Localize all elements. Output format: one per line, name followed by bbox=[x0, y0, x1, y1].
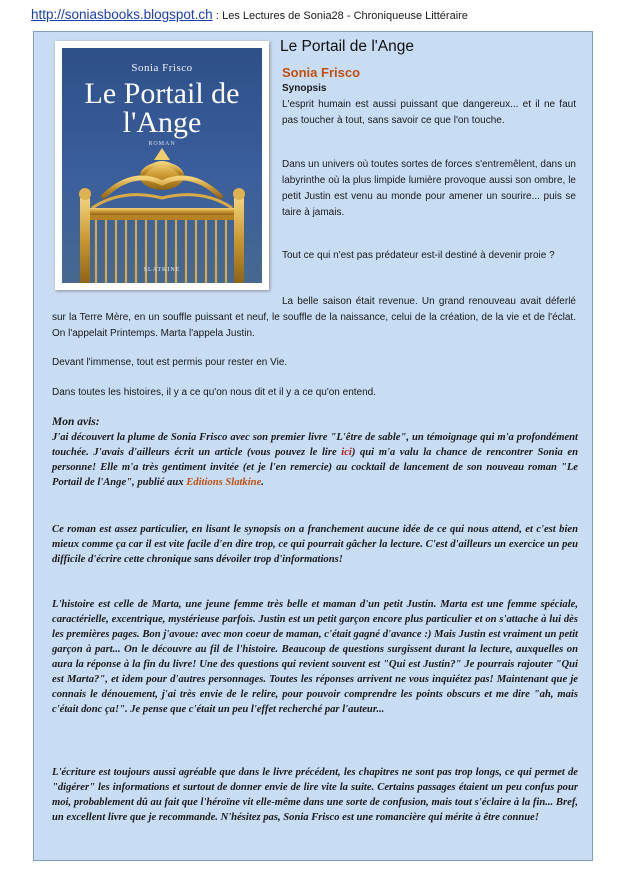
cover-author: Sonia Frisco bbox=[131, 62, 193, 74]
synopsis-paragraph-5: Devant l'immense, tout est permis pour rester en Vie. bbox=[52, 357, 288, 368]
cover-publisher: SLATKINE bbox=[143, 267, 181, 273]
cover-genre: ROMAN bbox=[148, 141, 176, 147]
review-paragraph-2: Ce roman est assez particulier, en lisant le synopsis on a franchement aucune idée de ce qui nous attend, et c'est bien mieux comme ça car il est vite facile d'en dire trop, ce qui pourrait gâcher la lecture. C'est d'ailleurs un exercice un peu difficile d'écrire cette chronique sans dévoiler trop d'informations! bbox=[52, 524, 578, 565]
review-panel bbox=[33, 31, 593, 861]
book-author: Sonia Frisco bbox=[282, 65, 361, 80]
blog-title: Les Lectures de Sonia28 - Chroniqueuse Littéraire bbox=[222, 10, 468, 22]
review-paragraph-1: J'ai découvert la plume de Sonia Frisco avec son premier livre "L'être de sable", un témoignage qui m'a profondément touchée. J'avais d'ailleurs écrit un article (vous pouvez le lire ici) qui m'a valu la chance de rencontrer Sonia en personne! Elle m'a très gentiment invitée (et je l'en remercie) au cocktail de lancement de son nouveau roman "Le Portail de l'Ange", publié aux Editions Slatkine. bbox=[52, 432, 578, 488]
review-heading: Mon avis: bbox=[52, 416, 100, 428]
synopsis-paragraph-4: La belle saison était revenue. Un grand renouveau avait déferlé sur la Terre Mère, en un souffle puissant et neuf, le souffle de la naissance, celui de la création, de la vie et de l'éclat. On l'appelait Printemps. Marta l'appela Justin. bbox=[52, 296, 576, 339]
book-cover-frame bbox=[55, 41, 269, 290]
synopsis-paragraph-2: Dans un univers où toutes sortes de forces s'entremêlent, dans un labyrinthe où la plus limpide lumière provoque aussi son ombre, le petit Justin est venu au monde pour amener un sourire... puis se taire à jamais. bbox=[282, 159, 576, 218]
book-cover-image bbox=[62, 48, 262, 283]
synopsis-heading: Synopsis bbox=[282, 83, 327, 94]
blog-url-link[interactable]: http://soniasbooks.blogspot.ch bbox=[31, 7, 213, 22]
page-header bbox=[31, 7, 468, 22]
cover-title: Le Portail de l'Ange bbox=[84, 77, 240, 139]
review-paragraph-3: L'histoire est celle de Marta, une jeune femme très belle et maman d'un petit Justin. Marta est une femme spéciale, caractérielle, excentrique, mystérieuse parfois. Justin est un petit garçon encore plus particulier et on s'attache à lui dès les premières pages. Bon j'avoue: avec mon coeur de maman, c'était gagné d'avance :) Mais Justin est vraiment un petit garçon à part... On le découvre au fil de l'histoire. Beaucoup de questions surgissent durant la lecture, auxquelles on aura la réponse à la fin du livre! Une des questions qui revient souvent est "Qui est Justin?" Je pourrais rajouter "Qui est Marta?", et idem pour d'autres personnages. Toutes les réponses arrivent ne vous inquiétez pas! Maintenant que je connais le dénouement, j'ai très envie de le relire, pour pouvoir comprendre les points obscurs et me dire "ah, mais c'était donc ça!". Je pense que c'était un peu l'effet recherché par l'auteur... bbox=[52, 599, 578, 715]
synopsis-paragraph-1: L'esprit humain est aussi puissant que dangereux... et il ne faut pas toucher à tout, sans savoir ce que l'on touche. bbox=[282, 99, 576, 126]
header-separator: : bbox=[215, 10, 219, 22]
publisher-link[interactable]: Editions Slatkine bbox=[186, 477, 262, 488]
book-title: Le Portail de l'Ange bbox=[280, 38, 414, 55]
synopsis-paragraph-6: Dans toutes les histoires, il y a ce qu'on nous dit et il y a ce qu'on entend. bbox=[52, 387, 377, 398]
synopsis-paragraph-3: Tout ce qui n'est pas prédateur est-il destiné à devenir proie ? bbox=[282, 250, 555, 261]
review-paragraph-4: L'écriture est toujours aussi agréable que dans le livre précédent, les chapitres ne sont pas trop longs, ce qui permet de "digérer" les informations et surtout de donner envie de lire vite la suite. Certains passages étaient un peu confus pour moi, probablement dû au fait que l'héroïne vit elle-même dans une sorte de confusion, mais tout s'éclaire à la fin... Bref, un excellent livre que je recommande. N'hésitez pas, Sonia Frisco est une romancière qui mérite à être connue! bbox=[52, 767, 578, 823]
article-link[interactable]: ici bbox=[341, 447, 352, 458]
